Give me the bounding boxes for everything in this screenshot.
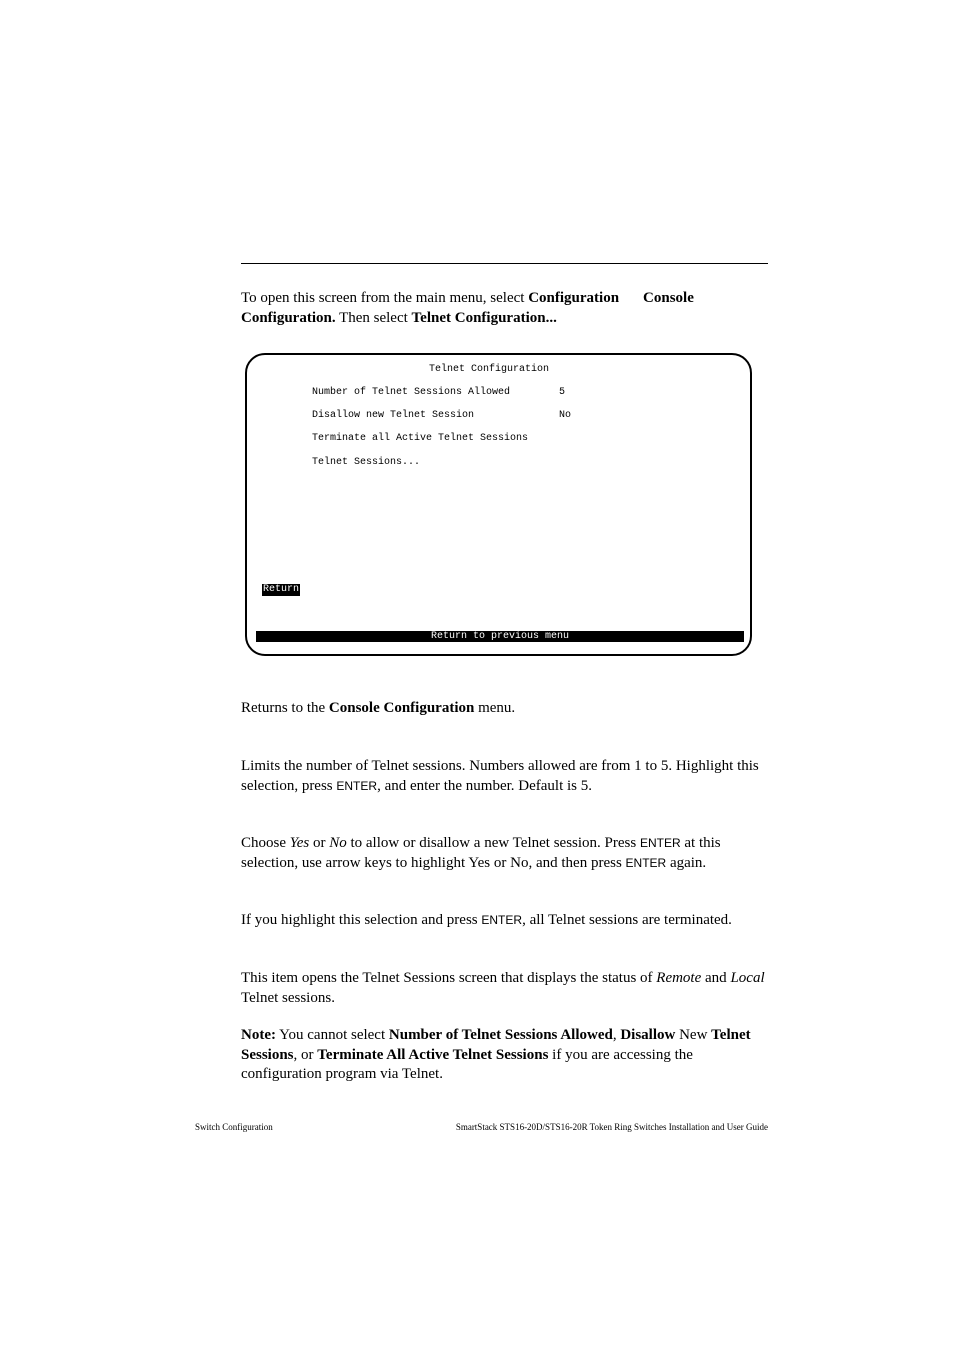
status-bar: Return to previous menu: [256, 631, 744, 642]
value-number-sessions: 5: [559, 387, 566, 398]
desc-disallow: Choose Yes or No to allow or disallow a new Telnet session. Press ENTER at this selection, use arrow keys to highlight Yes or No, and then press ENTER again.: [241, 835, 721, 871]
intro-paragraph: To open this screen from the main menu, select Configuration Console Configuration. Then select Telnet Configuration...: [241, 290, 694, 326]
footer-right: SmartStack STS16-20D/STS16-20R Token Ring Switches Installation and User Guide: [455, 1122, 768, 1132]
footer-left: Switch Configuration: [195, 1122, 273, 1132]
screen-title: Telnet Configuration: [429, 364, 550, 375]
value-disallow-session: No: [559, 410, 572, 421]
return-option[interactable]: Return: [263, 584, 300, 595]
header-rule: [241, 263, 768, 264]
telnet-config-screen: [245, 353, 752, 656]
menu-item-number-sessions[interactable]: Number of Telnet Sessions Allowed: [312, 387, 511, 398]
menu-item-telnet-sessions[interactable]: Telnet Sessions...: [312, 457, 421, 468]
menu-item-terminate-sessions[interactable]: Terminate all Active Telnet Sessions: [312, 433, 529, 444]
desc-telnet-sessions: This item opens the Telnet Sessions screen that displays the status of Remote and Local Telnet sessions.: [241, 970, 765, 1006]
note-paragraph: Note: You cannot select Number of Telnet Sessions Allowed, Disallow New Telnet Sessions, or Terminate All Active Telnet Sessions if you are accessing the configuration program via Telnet.: [241, 1027, 751, 1082]
menu-item-disallow-session[interactable]: Disallow new Telnet Session: [312, 410, 475, 421]
desc-terminate: If you highlight this selection and press ENTER, all Telnet sessions are terminated.: [241, 912, 732, 928]
desc-number-sessions: Limits the number of Telnet sessions. Numbers allowed are from 1 to 5. Highlight this selection, press ENTER, and enter the number. Default is 5.: [241, 758, 759, 794]
desc-return: Returns to the Console Configuration menu.: [241, 700, 516, 716]
